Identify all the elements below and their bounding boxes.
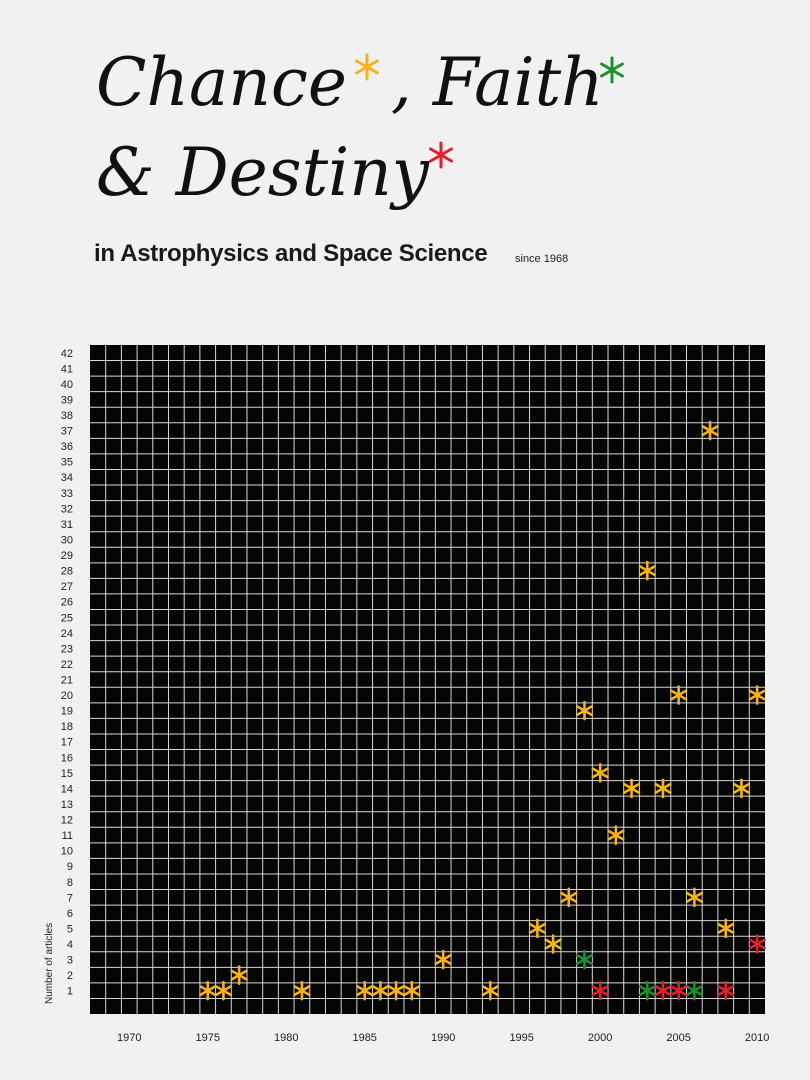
faith-asterisk-icon xyxy=(602,58,623,82)
y-tick-label: 41 xyxy=(60,363,73,376)
x-tick-label: 2005 xyxy=(666,1032,691,1044)
y-tick-label: 5 xyxy=(66,923,73,936)
y-tick-label: 16 xyxy=(60,752,73,765)
title-chance: Chance xyxy=(96,44,347,121)
y-axis-label: Number of articles xyxy=(44,922,55,1004)
x-tick-label: 2000 xyxy=(587,1032,613,1044)
y-tick-label: 17 xyxy=(60,736,73,749)
y-tick-label: 3 xyxy=(66,954,73,967)
y-tick-label: 37 xyxy=(60,425,73,438)
chance-asterisk-icon xyxy=(357,55,378,79)
title-destiny: & Destiny xyxy=(96,134,429,211)
y-tick-label: 38 xyxy=(60,410,73,423)
y-tick-label: 20 xyxy=(60,690,73,703)
x-tick-label: 1985 xyxy=(352,1032,377,1044)
y-tick-label: 12 xyxy=(60,814,73,827)
y-tick-label: 30 xyxy=(60,534,73,547)
y-tick-label: 39 xyxy=(60,394,73,407)
y-tick-label: 24 xyxy=(60,627,73,640)
title-faith: , Faith xyxy=(390,44,604,121)
x-tick-label: 1975 xyxy=(195,1032,220,1044)
y-tick-label: 6 xyxy=(66,907,73,920)
y-tick-label: 19 xyxy=(60,705,73,718)
title-asterisks xyxy=(357,55,623,167)
y-tick-label: 1 xyxy=(66,985,73,998)
destiny-asterisk-icon xyxy=(431,143,452,167)
y-tick-label: 23 xyxy=(60,643,73,656)
y-tick-label: 11 xyxy=(61,830,73,843)
y-tick-label: 31 xyxy=(60,518,73,531)
y-tick-label: 7 xyxy=(66,892,73,905)
y-tick-label: 25 xyxy=(60,612,73,625)
y-tick-label: 42 xyxy=(60,347,73,360)
plot-background xyxy=(90,345,765,1014)
y-tick-label: 21 xyxy=(60,674,73,687)
y-tick-label: 13 xyxy=(60,798,73,811)
y-tick-label: 14 xyxy=(60,783,73,796)
y-tick-label: 10 xyxy=(60,845,73,858)
y-axis-ticks xyxy=(61,348,73,998)
y-tick-label: 28 xyxy=(60,565,73,578)
x-tick-label: 1995 xyxy=(509,1032,534,1044)
x-axis-ticks xyxy=(117,1032,769,1044)
y-tick-label: 4 xyxy=(66,938,73,951)
y-tick-label: 18 xyxy=(60,721,73,734)
y-tick-label: 33 xyxy=(60,487,73,500)
y-tick-label: 22 xyxy=(60,658,73,671)
y-tick-label: 29 xyxy=(60,550,73,563)
x-tick-label: 1980 xyxy=(273,1032,299,1044)
y-tick-label: 15 xyxy=(60,767,73,780)
y-tick-label: 40 xyxy=(60,378,73,391)
y-tick-label: 32 xyxy=(60,503,73,516)
y-tick-label: 34 xyxy=(60,472,73,485)
x-tick-label: 1970 xyxy=(117,1032,142,1044)
y-tick-label: 26 xyxy=(60,596,73,609)
x-tick-label: 1990 xyxy=(430,1032,456,1044)
y-tick-label: 36 xyxy=(60,441,73,454)
since-label: since 1968 xyxy=(515,253,569,265)
y-tick-label: 2 xyxy=(66,970,73,983)
y-tick-label: 27 xyxy=(60,581,73,594)
x-tick-label: 2010 xyxy=(744,1032,770,1044)
subtitle: in Astrophysics and Space Science xyxy=(94,240,488,267)
y-tick-label: 9 xyxy=(66,861,73,874)
y-tick-label: 35 xyxy=(60,456,73,469)
y-tick-label: 8 xyxy=(66,876,73,889)
